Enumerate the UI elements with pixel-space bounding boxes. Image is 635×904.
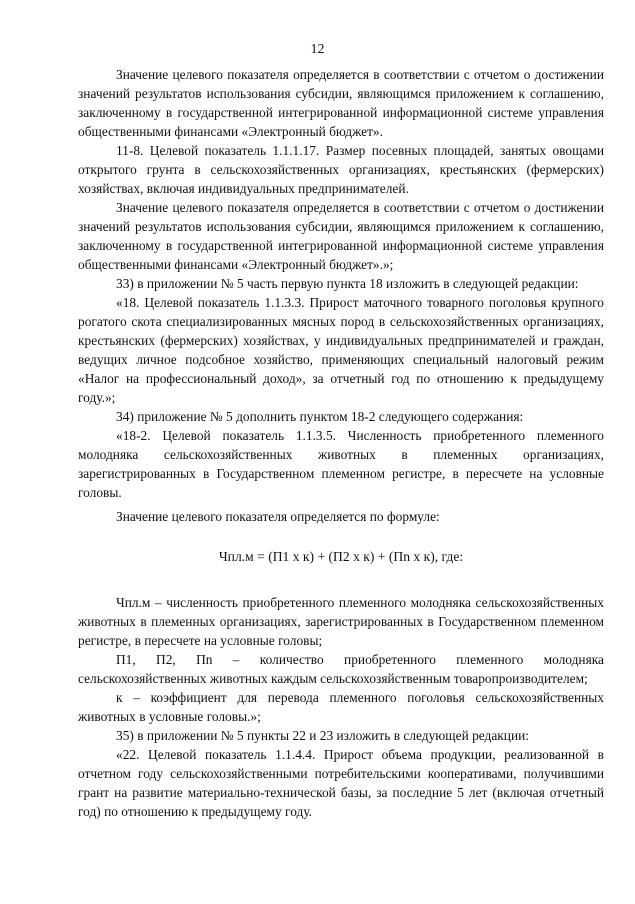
paragraph: Значение целевого показателя определяется в соответствии с отчетом о достижении значений результатов использования субсидии, являющимся приложением к соглашению, заключенному в государственной интегрированной информационной системе управления общественными финансами «Электронный бюджет».»; (78, 200, 604, 272)
paragraph: Значение целевого показателя определяется по формуле: (116, 509, 440, 524)
page-number: 12 (310, 42, 325, 57)
definition-paragraph: П1, П2, Пn – количество приобретенного племенного молодняка сельскохозяйственных животных каждым сельскохозяйственным товаропроизводителем; (78, 652, 604, 686)
paragraph: 11-8. Целевой показатель 1.1.1.17. Размер посевных площадей, занятых овощами открытого грунта в сельскохозяйственных организациях, крестьянских (фермерских) хозяйствах, включая индивидуальных предпринимателей. (78, 143, 604, 196)
paragraph: «22. Целевой показатель 1.1.4.4. Прирост объема продукции, реализованной в отчетном году сельскохозяйственными потребительскими кооперативами, получившими грант на развитие материально-технической базы, за последние 5 лет (включая отчетный год) по отношению к предыдущему году. (78, 747, 604, 819)
paragraph: «18-2. Целевой показатель 1.1.3.5. Численность приобретенного племенного молодняка сельскохозяйственных животных в племенных организациях, зарегистрированных в Государственном племенном регистре, в пересчете на условные головы. (78, 428, 604, 500)
document-body (78, 65, 604, 821)
definition-paragraph: Чпл.м – численность приобретенного племенного молодняка сельскохозяйственных животных в племенных организациях, зарегистрированных в Государственном племенном регистре, в пересчете на условные головы; (78, 595, 604, 648)
paragraph: 33) в приложении № 5 часть первую пункта 18 изложить в следующей редакции: (116, 276, 579, 291)
paragraph: Значение целевого показателя определяется в соответствии с отчетом о достижении значений результатов использования субсидии, являющимся приложением к соглашению, заключенному в государственной интегрированной информационной системе управления общественными финансами «Электронный бюджет». (78, 67, 604, 139)
paragraph: 35) в приложении № 5 пункты 22 и 23 изложить в следующей редакции: (116, 728, 530, 743)
formula: Чпл.м = (П1 х к) + (П2 х к) + (Пn х к), где: (218, 549, 464, 564)
paragraph: 34) приложение № 5 дополнить пунктом 18-2 следующего содержания: (116, 409, 524, 424)
paragraph: «18. Целевой показатель 1.1.3.3. Прирост маточного товарного поголовья крупного рогатого скота специализированных мясных пород в сельскохозяйственных организациях, крестьянских (фермерских) хозяйствах, у индивидуальных предпринимателей и граждан, ведущих личное подсобное хозяйство, применяющих специальный налоговый режим «Налог на профессиональный доход», за отчетный год по отношению к предыдущему году.»; (78, 295, 604, 405)
definition-paragraph: к – коэффициент для перевода племенного поголовья сельскохозяйственных животных в условные головы.»; (78, 690, 604, 724)
